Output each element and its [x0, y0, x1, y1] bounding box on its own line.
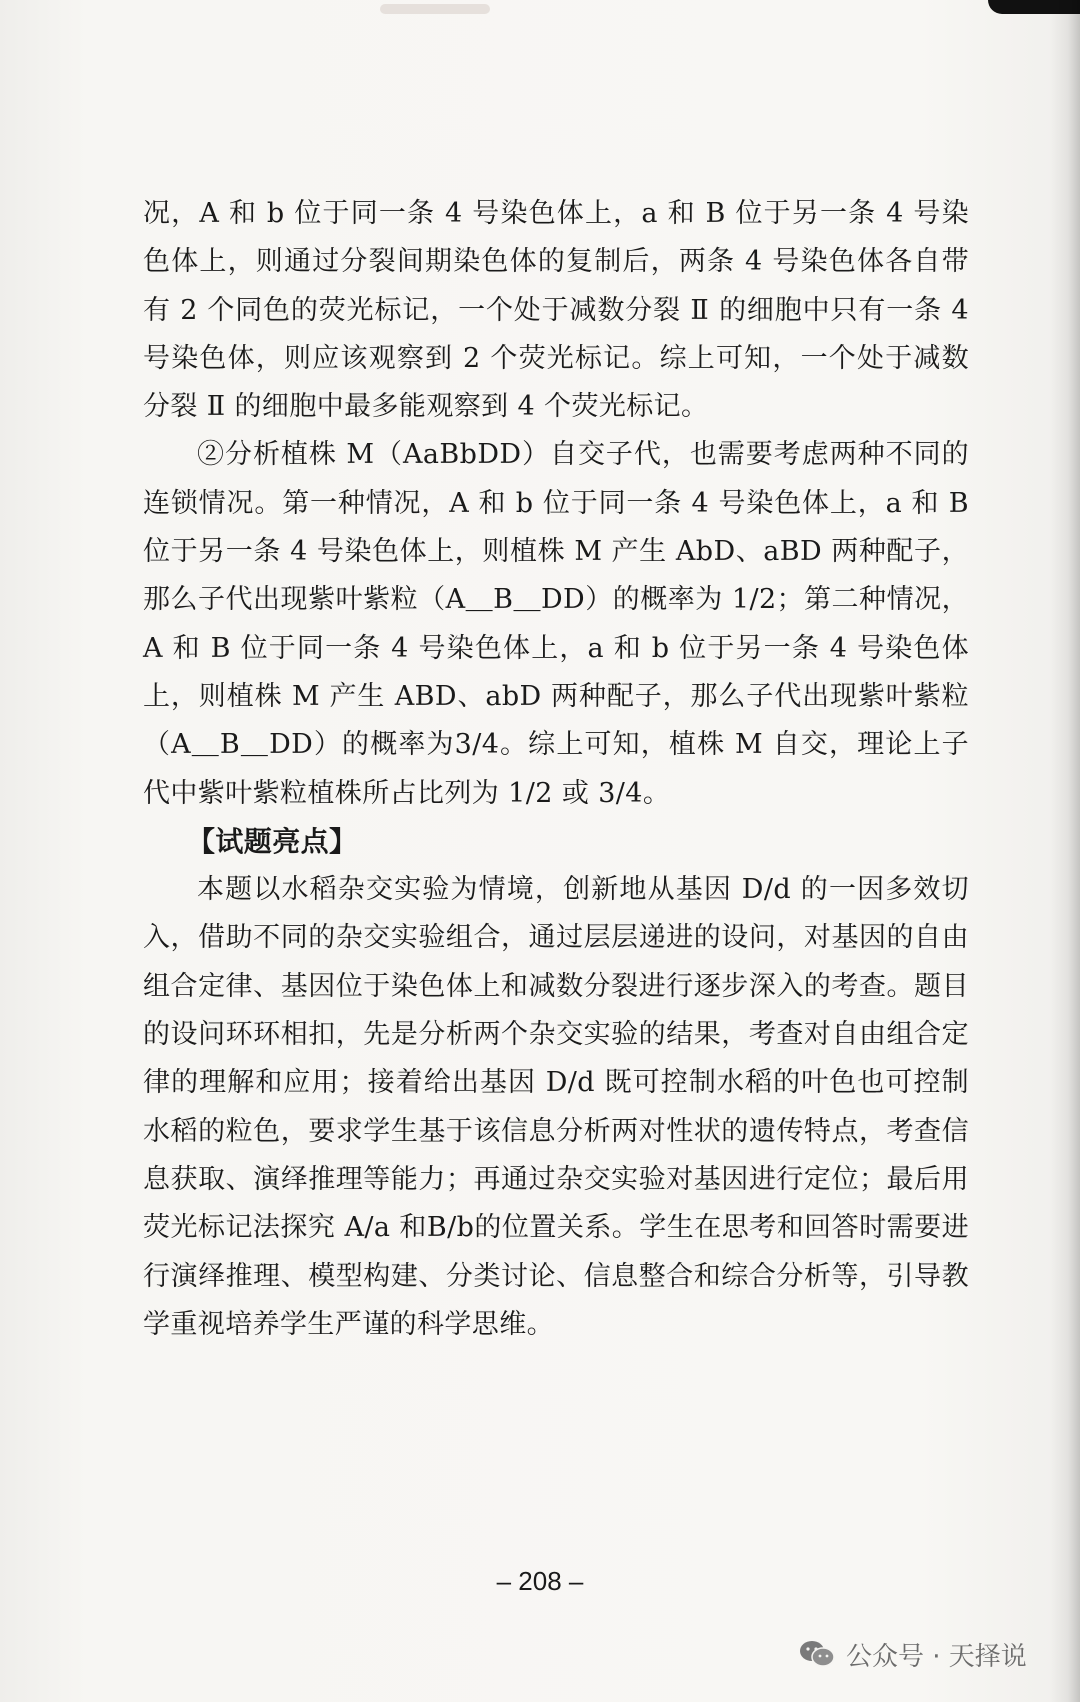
page-number: – 208 – [496, 1566, 584, 1596]
wechat-watermark [798, 1634, 1027, 1674]
page-edge-shadow [1050, 0, 1080, 1702]
watermark-text: 公众号 · 天择说 [846, 1641, 1027, 1672]
paragraph-analysis-2: ②分析植株 M（AaBbDD）自交子代，也需要考虑两种不同的连锁情况。第一种情况，A 和 b 位于同一条 4 号染色体上，a 和 B 位于另一条 4 号染色体上，则植株 M 产生 AbD、aBD 两种配子，那么子代出现紫叶紫粒（A＿B＿DD）的概率为 1/2；第二种情况，A 和 B 位于同一条 4 号染色体上，a 和 b 位于另一条 4 号染色体上，则植株 M 产生 ABD、abD 两种配子，那么子代出现紫叶紫粒（A＿B＿DD）的概率为3/4。综上可知，植株 M 自交，理论上子代中紫叶紫粒植株所占比列为 1/2 或 3/4。 [143, 439, 969, 809]
paragraph-continuation: 况，A 和 b 位于同一条 4 号染色体上，a 和 B 位于另一条 4 号染色体上，则通过分裂间期染色体的复制后，两条 4 号染色体各自带有 2 个同色的荧光标记，一个处于减数分裂 Ⅱ 的细胞中只有一条 4 号染色体，则应该观察到 2 个荧光标记。综上可知，一个处于减数分裂 Ⅱ 的细胞中最多能观察到 4 个荧光标记。 [143, 198, 969, 423]
bleed-through-mark [380, 4, 490, 14]
wechat-icon [798, 1639, 836, 1669]
page-body [143, 190, 969, 1349]
paragraph-highlights: 本题以水稻杂交实验为情境，创新地从基因 D/d 的一因多效切入，借助不同的杂交实验组合，通过层层递进的设问，对基因的自由组合定律、基因位于染色体上和减数分裂进行逐步深入的考查。题目的设问环环相扣，先是分析两个杂交实验的结果，考查对自由组合定律的理解和应用；接着给出基因 D/d 既可控制水稻的叶色也可控制水稻的粒色，要求学生基于该信息分析两对性状的遗传特点，考查信息获取、演绎推理等能力；再通过杂交实验对基因进行定位；最后用荧光标记法探究 A/a 和B/b的位置关系。学生在思考和回答时需要进行演绎推理、模型构建、分类讨论、信息整合和综合分析等，引导教学重视培养学生严谨的科学思维。 [143, 874, 969, 1340]
section-heading: 【试题亮点】 [187, 824, 358, 858]
